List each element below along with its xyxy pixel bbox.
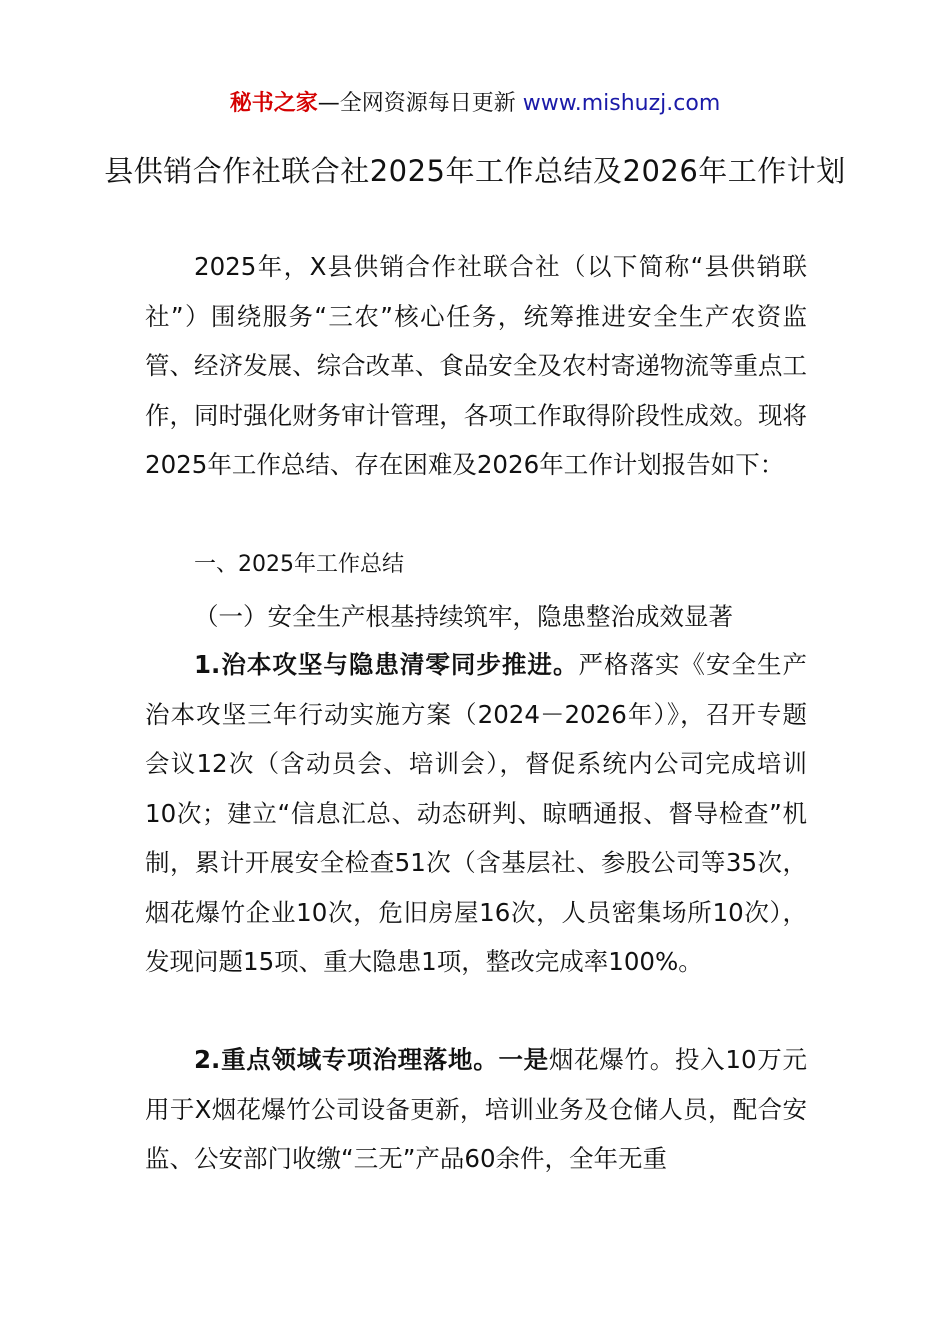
- item-1-paragraph: [145, 640, 807, 987]
- item-1-title: 1.治本攻坚与隐患清零同步推进。: [194, 650, 579, 679]
- site-header: [0, 88, 950, 120]
- site-tagline: —全网资源每日更新: [317, 91, 516, 116]
- item-2-body: 烟花爆竹。投入10万元用于X烟花爆竹公司设备更新，培训业务及仓储人员，配合安监、公安部门收缴“三无”产品60余件，全年无重: [145, 1045, 807, 1173]
- site-brand: 秘书之家: [229, 91, 318, 116]
- subsection-heading: （一）安全生产根基持续筑牢，隐患整治成效显著: [194, 602, 733, 631]
- document-title: 县供销合作社联合社2025年工作总结及2026年工作计划: [104, 154, 846, 188]
- item-1-body: 严格落实《安全生产治本攻坚三年行动实施方案（2024－2026年）》，召开专题会议12次（含动员会、培训会），督促系统内公司完成培训10次；建立“信息汇总、动态研判、晾晒通报、督导检查”机制，累计开展安全检查51次（含基层社、参股公司等35次，烟花爆竹企业10次，危旧房屋16次，人员密集场所10次），发现问题15项、重大隐患1项，整改完成率100%。: [145, 650, 808, 976]
- intro-paragraph: 2025年，X县供销合作社联合社（以下简称“县供销联社”）围绕服务“三农”核心任务，统筹推进安全生产农资监管、经济发展、综合改革、食品安全及农村寄递物流等重点工作，同时强化财务审计管理，各项工作取得阶段性成效。现将2025年工作总结、存在困难及2026年工作计划报告如下：: [145, 252, 807, 479]
- site-url-link[interactable]: www.mishuzj.com: [522, 91, 721, 116]
- section-heading: 一、2025年工作总结: [194, 552, 404, 577]
- item-2-lead: 一是: [498, 1045, 549, 1074]
- item-2-title: 2.重点领域专项治理落地。: [194, 1045, 499, 1074]
- item-2-paragraph: [145, 1035, 807, 1184]
